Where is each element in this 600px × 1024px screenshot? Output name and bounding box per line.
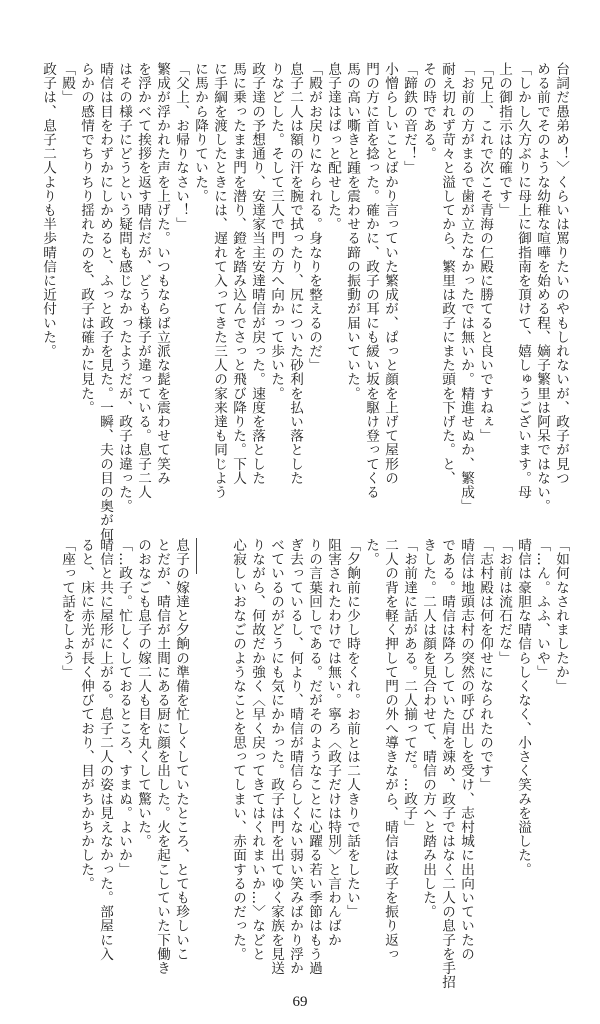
lower-text-block: 「如何なされましたか」 「…ん。ふふ、いや」 晴信は豪胆な晴信らしくなく、小さく笑みを溢した。 「お前は流石だな」 「志村殿は何を仰せになられたのです」 晴信は地頭志村の突然の呼び出しを受け、志村城に出向いていたの である。晴信は降ろしていた肩を竦め、政子ではなく二人の息子を手招 きした。二人は顔を見合わせて、晴信の方へと踏み出した。 「お前達に話がある。二人揃ってだ。…政子」 二人の背を軽く押して門の外へ導きながら、晴信は政子を振り返っ た。 「夕餉前に少し時をくれ。お前とは二人きりで話をしたい」 阻害されたわけでは無い。寧ろ〈政子だけは特別〉と言わんばか りの言葉回しである。だがそのようなことに心躍る若い季節はもう過 ぎ去っているし、何より、晴信が晴信らしくない弱い笑みばかり浮か べているのがどうにも気にかかった。政子は門を出てゆく家族を見送 りながら、何故だか強く〈早く戻ってきてはくれまいか…〉などと 心寂しいおなごのようなことを思ってしまい、赤面するのだった。 息子の嫁達と夕餉の準備を忙しくしていたところ、とても珍しいこ とだが、晴信が土間にある厨に顔を出した。火を起こしていた下働き のおなごも息子の嫁二人も目を丸くして驚いた。 「…政子。忙しくしておるところ、すまぬ。よいか」 晴信と共に屋形に上がる。息子二人の姿は見えなかった。部屋に入 ると、床に赤光が長く伸びており、目がちかちかした。 「座って話をしよう」 xyxy=(59,538,569,990)
upper-text-block: 台詞だ愚弟め！〉くらいは罵りたいのやもしれないが、政子が見つ める前でそのような幼稚な喧嘩を始める程、嫡子繁里は阿呆ではない。 「しかし久方ぶりに母上に御指南を頂けて、嬉しゅうございます。母 上の御指示は的確です」 「兄上、これで次こそ青海の仁殿に勝てると良いですねぇ」 「お前の方がまるで歯が立たなかったでは無いか。精進せぬか、繁成」 耐え切れず苛々と溢してから、繁里は政子にまた頭を下げた。と、 その時である。 「蹄鉄の音だ！」 小憎らしいことばかり言っていた繁成が、ぱっと顔を上げて屋形の 門の方に首を捻った。確かに、政子の耳にも緩い坂を駆け登ってくる 馬の高い嘶きと踵を震わせる蹄の振動が届いていた。 息子達はぱっと配せした。 「殿がお戻りになられる。身なりを整えるのだ」 息子二人は額の汗を腕で拭ったり、尻についた砂利を払い落とした りなどした。そして三人で門の方へ向かって歩いた。 政子達の予想通り、安達家当主安達晴信が戻った。速度を落とした 馬に乗ったまま門を潜り、鐙を踏み込んでさっと飛び降りた。下人 に手綱を渡したときには、遅れて入ってきた三人の家来達も同じよう に馬から降りていた。 「父上、お帰りなさい！」 繁成が浮かれた声を上げた。いつもならば立派な髭を震わせて笑み を浮かべて挨拶を返す晴信だが、どうも様子が違っている。息子二人 はその様子にどうという疑問も感じなかったようだが、政子は違った。 晴信は目をわずかにしかめると、ふっと政子を見た。一瞬、夫の目の奥が何 らかの感情でちりちり揺れたのを、政子は確かに見た。 「殿」 政子は、息子二人よりも半歩晴信に近付いた。 xyxy=(40,62,569,542)
page-number: 69 xyxy=(292,994,308,1010)
